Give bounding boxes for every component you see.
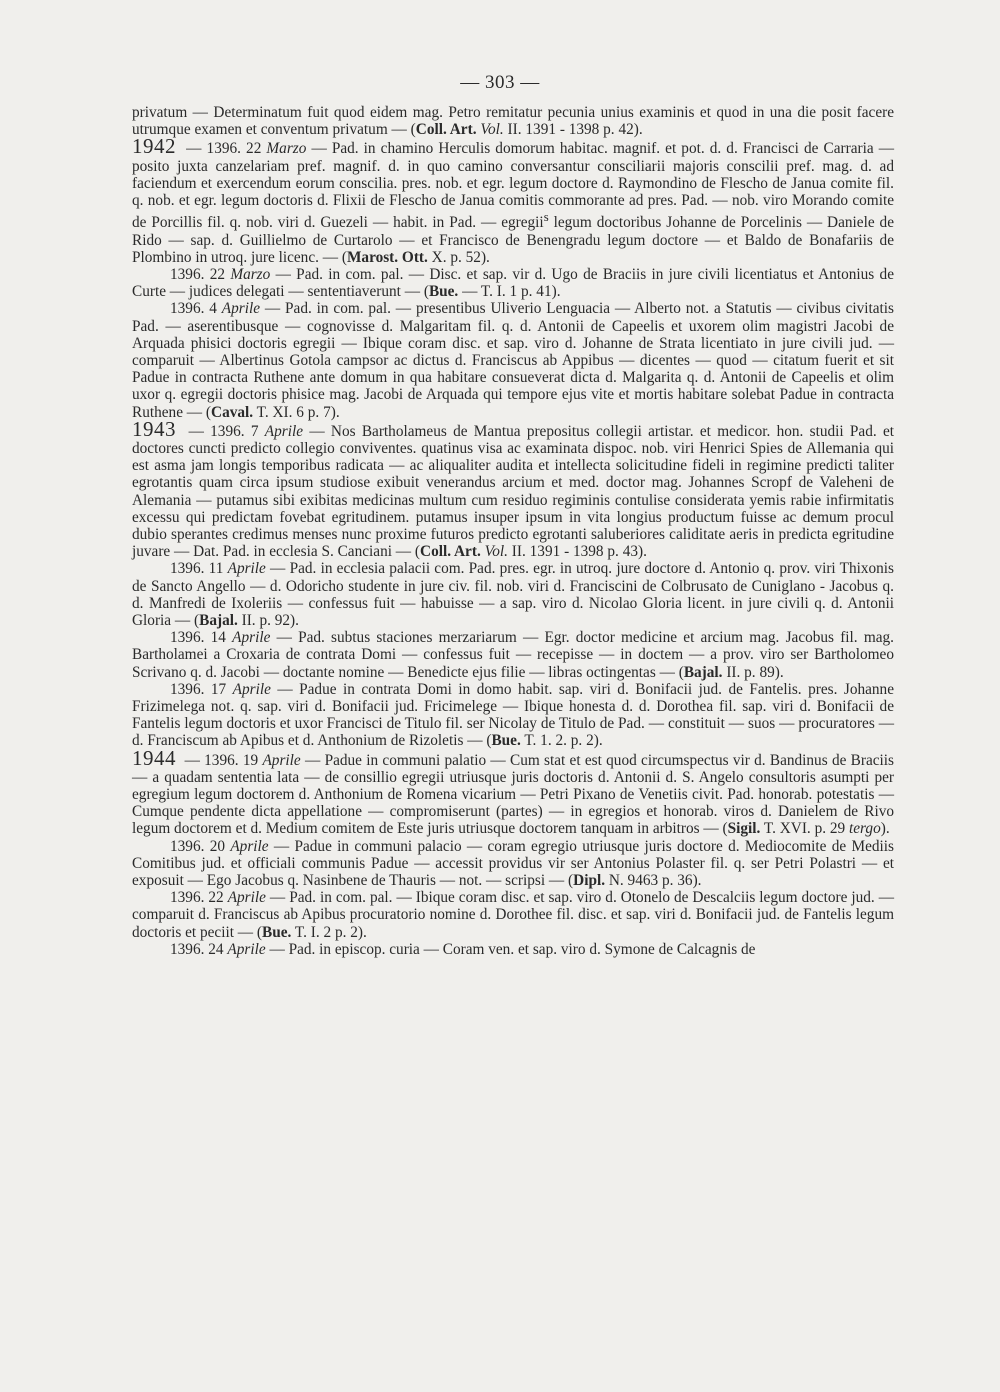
- page-number: — 303 —: [460, 72, 540, 93]
- document-entry-1944: [132, 745, 894, 838]
- paragraph-text: 1396. 14 Aprile — Pad. subtus staciones merzariarum — Egr. doctor medicine et arcium mag. Jacobus fil. mag. Bartholamei a Croxaria de contrata Domi — confessus fuit — recepisse — in doctem — a prov. viro ser Bartholomeo Scrivano q. d. Jacobi — doctante nomine — Benedicte ejus filie — libras octingentas — (Bajal. II. p. 89).: [132, 629, 894, 681]
- entry-number: 1944: [132, 745, 176, 770]
- document-entry-1942: [132, 134, 894, 266]
- body-text: [132, 104, 894, 958]
- paragraph-text: — 1396. 7 Aprile — Nos Bartholameus de Mantua prepositus collegii artistar. et medicor. hon. studii Pad. et doctores cuncti predicto collegio conviventes. quatinus visa ac examinata dispoc. nob. viri Henrici Spies de Allemania qui est asma jam longis temporibus radicata — ac aliqualiter audita et intellecta solicitudine fideli in regimine predicti taliter egrotantis quam circa ipsum studiose exibuit venerandus arcium et med. doctor mag. Johannes Scropf de Valeheni de Alemania — putamus sibi exibitas medicinas multum cum residuo regiminis contulise considerata yemis rabie infirmitatis excessu qui predictam fovebat egritudinem. putamus insuper ipsum in vita longius productum fuisse ac demum procul dubio sperantes credimus menses nunc proxime futuros predicto egrotanti saluberiores caliditate aeris in predicta egritudine juvare — Dat. Pad. in ecclesia S. Canciani — (Coll. Art. Vol. II. 1391 - 1398 p. 43).: [132, 422, 894, 561]
- paragraph-text: 1396. 11 Aprile — Pad. in ecclesia palacii com. Pad. pres. egr. in utroq. jure doctore d. Antonio q. prov. viri Thixonis de Sancto Angello — d. Odoricho studente in jure civ. fil. nob. viri d. Franciscini de Colbrusato de Cuniglano - Jacobus q. d. Manfredi de Ixoleriis — confessus fuit — habuisse — a sap. viro d. Nicolao Gloria licent. in jure civili q. d. Antonii Gloria — (Bajal. II. p. 92).: [132, 560, 894, 629]
- paragraph-text: 1396. 22 Aprile — Pad. in com. pal. — Ibique coram disc. et sap. viro d. Otonelo de Descalciis legum doctore jud. — comparuit d. Franciscus ab Apibus procuratorio nomine d. Dorothee fil. disc. et sap. viri d. Bonifacii jud. de Fantelis legum doctoris et peciit — (Bue. T. I. 2 p. 2).: [132, 889, 894, 941]
- paragraph: [132, 560, 894, 629]
- paragraph: [132, 266, 894, 300]
- paragraph-text: — 1396. 22 Marzo — Pad. in chamino Herculis domorum habitac. magnif. et pot. d. d. Francisci de Carraria — posito juxta canzelariam pref. magnif. d. in quo camino conversantur consciliarii majoris conscilii pref. mag. d. ad faciendum et exercendum eorum conscilia. pres. nob. et egr. legum doctore d. Raymondino de Flescho de Janua comite fil. q. nob. et egr. legum doctoris d. Flixii de Flescho de Janua comitis commorante ad pres. Pad. — nob. viro Morando comite de Porcillis fil. q. nob. viri d. Guezeli — habit. in Pad. — egregii$^s$ legum doctoribus Johanne de Porcelinis — Daniele de Rido — sap. d. Guillielmo de Curtarolo — et Francisco de Benengradu legum doctore — et Baldo de Bonafariis de Plombino in utroq. jure licenc. — (Marost. Ott. X. p. 52).: [132, 140, 894, 266]
- paragraph-text: — 1396. 19 Aprile — Padue in communi palatio — Cum stat et est quod circumspectus vir d. Bandinus de Braciis — a quadam sententia lata — de consillio egregii utriusque juris doctoris d. Antonii d. S. Angelo consultoris asumpti per egregium legum doctorem d. Anthonium de Romena vicarium — Petri Pixano de Venetiis civit. Pad. honorab. potestatis — Cumque pendente dicta appellatione — compromiserunt (partes) — in egregios et honorab. viros d. Danielem de Rivo legum doctorem et d. Medium comitem de Este juris utriusque doctorem tanquam in arbitros — (Sigil. T. XVI. p. 29 tergo).: [132, 751, 894, 838]
- paragraph: [132, 889, 894, 941]
- paragraph-text: 1396. 20 Aprile — Padue in communi palacio — coram egregio utriusque juris doctore d. Mediocomite de Mediis Comitibus jud. et officiali communis Padue — accessit providus vir ser Antonius Polaster fil. q. ser Petri Polastri — et exposuit — Ego Jacobus q. Nasinbene de Thauris — not. — scripsi — (Dipl. N. 9463 p. 36).: [132, 837, 894, 890]
- paragraph: [132, 629, 894, 681]
- entry-number: 1943: [132, 416, 176, 441]
- document-entry-1943: [132, 416, 894, 561]
- paragraph: [132, 838, 894, 890]
- paragraph-text: 1396. 24 Aprile — Pad. in episcop. curia — Coram ven. et sap. viro d. Symone de Calcagnis de: [170, 940, 756, 958]
- paragraph-text: privatum — Determinatum fuit quod eidem mag. Petro remitatur pecunia unius examinis et quod in una die posit facere utrumque examen et conventum privatum — (Coll. Art. Vol. II. 1391 - 1398 p. 42).: [132, 104, 894, 139]
- paragraph-text: 1396. 17 Aprile — Padue in contrata Domi in domo habit. sap. viri d. Bonifacii jud. de Fantelis. pres. Johanne Frizimelega not. q. sap. viri d. Bonifacii jud. Fricimelege — Ibique honesta d. d. Dorothea fil. sap. viri d. Bonifacii de Fantelis legum doctoris et uxor Francisci de Titulo fil. ser Nicolay de Titulo de Pad. — constituit — suos — procuratores — d. Franciscum ab Apibus et d. Anthonium de Rizoletis — (Bue. T. 1. 2. p. 2).: [132, 680, 894, 750]
- paragraph-text: 1396. 4 Aprile — Pad. in com. pal. — presentibus Uliverio Lenguacia — Alberto not. a Statutis — civibus civitatis Pad. — aserentibusque — cognovisse d. Malgaritam fil. q. d. Antonii de Capeelis et uxorem olim magistri Jacobi de Arquada phisici doctoris egregii — Ibique coram disc. et sap. viro d. Johanne de Strata licentiato in jure civili jud. — comparuit — Albertinus Gotola campsor ac dictus d. Franciscus ab Appibus — dicentes — quod — citatum fuerit et sit Padue in contracta Ruthene ante domum in qua habitare consueverat dicta d. Malgarita q. d. Antonii de Capeelis et olim uxor q. egregii doctoris phisice mag. Jacobi de Arquada qui tempore ejus vite et mortis habitare solebat Padue in contracta Ruthene — (Caval. T. XI. 6 p. 7).: [132, 300, 894, 421]
- paragraph: [132, 941, 894, 958]
- paragraph: [132, 681, 894, 750]
- paragraph-text: 1396. 22 Marzo — Pad. in com. pal. — Disc. et sap. vir d. Ugo de Braciis in jure civili licentiatus et Antonius de Curte — judices delegati — sententiaverunt — (Bue. — T. I. 1 p. 41).: [132, 265, 894, 301]
- entry-number: 1942: [132, 134, 176, 159]
- paragraph: [132, 300, 894, 420]
- paragraph: [132, 104, 894, 138]
